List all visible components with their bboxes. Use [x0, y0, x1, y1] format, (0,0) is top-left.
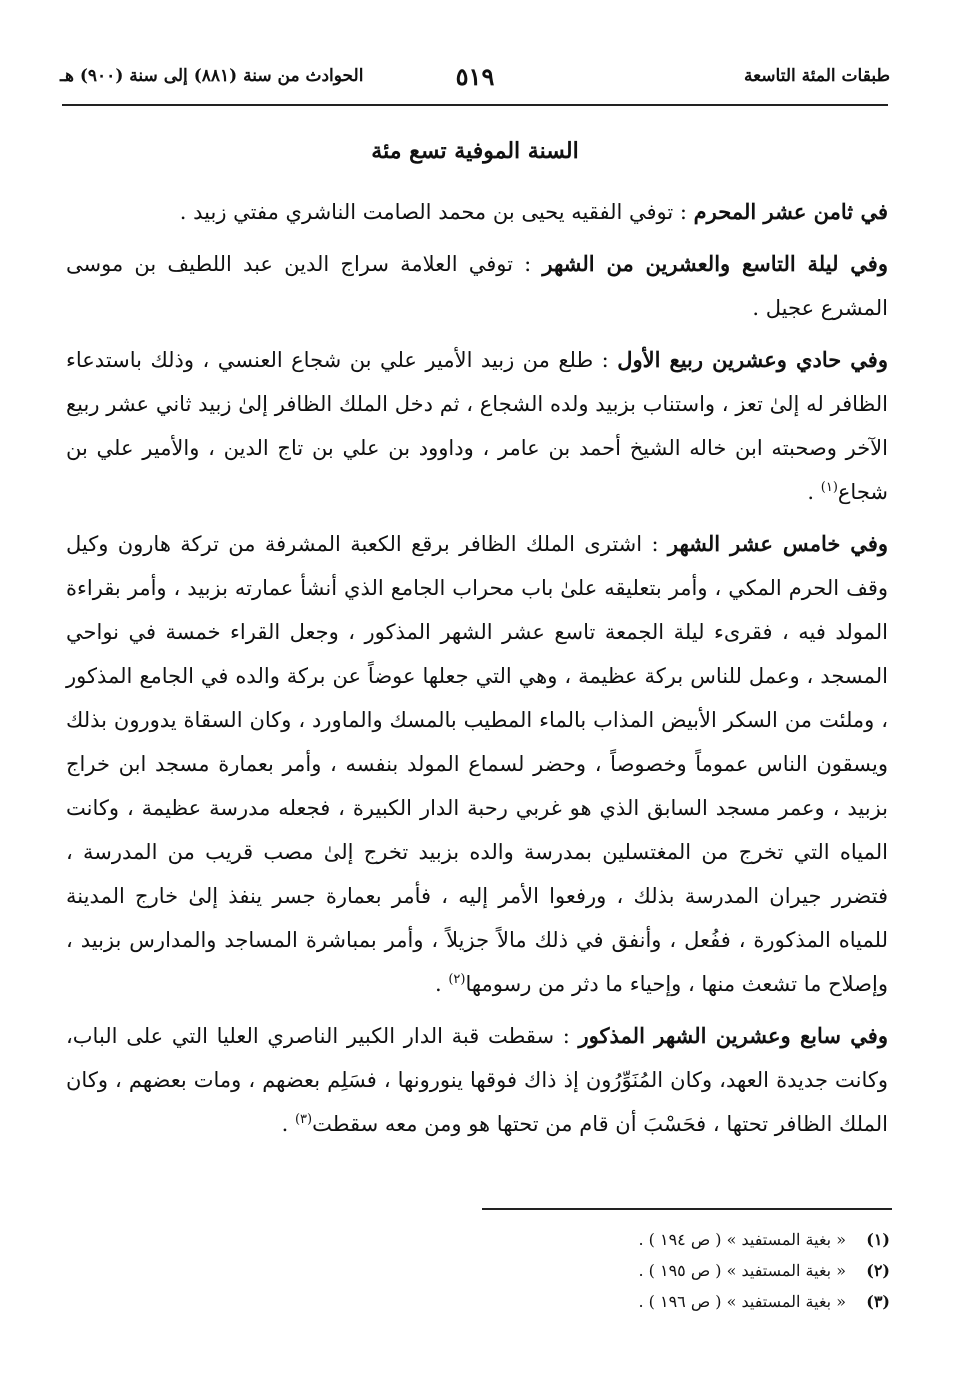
paragraph-date-lead: وفي خامس عشر الشهر	[667, 531, 888, 556]
footnote-item	[290, 1255, 890, 1286]
paragraph	[66, 190, 888, 234]
paragraph	[66, 1014, 888, 1146]
footnotes	[290, 1224, 890, 1317]
main-text	[66, 190, 888, 1154]
footnote-number: (١)	[866, 1230, 890, 1249]
header-divider	[62, 104, 888, 106]
footnote-text: « بغية المستفيد » ( ص ١٩٥ ) .	[638, 1261, 846, 1280]
footnote-divider	[482, 1208, 892, 1210]
paragraph-tail: .	[281, 1112, 295, 1136]
paragraph-text: : اشترى الملك الظافر برقع الكعبة المشرفة من تركة هارون وكيل وقف الحرم المكي ، وأمر بتعليقه علىٰ باب محراب الجامع الذي أنشأ عمارته بزبيد ، وأمر بقراءة المولد فيه ، فقرىء ليلة الجمعة تاسع عشر الشهر المذكور ، وجعل القراء خمسة في نواحي المسجد ، وعمل للناس بركة عظيمة ، وهي التي جعلها عوضاً عن بركة والده في الجامع المذكور ، وملئت من السكر الأبيض المذاب بالماء المطيب بالمسك والماورد ، وكان السقاة يدورون بذلك ويسقون الناس عموماً وخصوصاً ، وحضر لسماع المولد بنفسه ، وأمر بعمارة مسجد ابن خراج بزبيد ، وعمر مسجد السابق الذي هو غربي رحبة الدار الكبيرة ، فجعله مدرسة عظيمة ، وكانت المياه التي تخرج من المغتسلين بمدرسة والده بزبيد تخرج إلىٰ مصب قريب من المدرسة ، فتضرر جيران المدرسة بذلك ، ورفعوا الأمر إليه ، فأمر بعمارة جسر ينفذ إلىٰ خارج المدينة للمياه المذكورة ، ففُعل ، وأنفق في ذلك مالاً جزيلاً ، وأمر بمباشرة المساجد والمدارس بزبيد ، وإصلاح ما تشعث منها ، وإحياء ما دثر من رسومها	[66, 532, 888, 996]
paragraph-text: : توفي العلامة سراج الدين عبد اللطيف بن موسى المشرع عجيل .	[66, 252, 888, 320]
paragraph-date-lead: وفي حادي وعشرين ربيع الأول	[617, 347, 888, 372]
footnote-reference[interactable]: (٢)	[448, 972, 466, 987]
footnote-number: (٣)	[866, 1292, 890, 1311]
footnote-number: (٢)	[866, 1261, 890, 1280]
paragraph	[66, 338, 888, 514]
footnote-text: « بغية المستفيد » ( ص ١٩٤ ) .	[638, 1230, 846, 1249]
header-chapter-title: الحوادث من سنة (٨٨١) إلى سنة (٩٠٠) هـ	[60, 66, 364, 86]
footnote-item	[290, 1224, 890, 1255]
page-number: ٥١٩	[455, 62, 495, 91]
running-header	[60, 62, 890, 102]
paragraph	[66, 242, 888, 330]
paragraph-tail: .	[434, 972, 449, 996]
footnote-text: « بغية المستفيد » ( ص ١٩٦ ) .	[638, 1292, 846, 1311]
paragraph-date-lead: في ثامن عشر المحرم	[693, 199, 888, 224]
paragraph-date-lead: وفي سابع وعشرين الشهر المذكور	[578, 1023, 888, 1048]
paragraph-text: : طلع من زبيد الأمير علي بن شجاع العنسي ، وذلك باستدعاء الظافر له إلىٰ تعز ، واستناب بزبيد ولده الشجاع ، ثم دخل الملك الظافر إلىٰ زبيد ثاني عشر ربيع الآخر وصحبته ابن خاله الشيخ أحمد بن عامر ، وداوود بن علي بن تاج الدين ، والأمير علي بن شجاع	[66, 348, 888, 504]
footnote-item	[290, 1286, 890, 1317]
section-title: السنة الموفية تسع مئة	[371, 138, 579, 164]
footnote-reference[interactable]: (٣)	[294, 1112, 313, 1127]
header-book-title: طبقات المئة التاسعة	[743, 66, 890, 86]
paragraph-text: : توفي الفقيه يحيى بن محمد الصامت الناشري مفتي زبيد .	[179, 200, 694, 224]
paragraph	[66, 522, 888, 1006]
footnote-reference[interactable]: (١)	[820, 480, 838, 495]
paragraph-tail: .	[807, 480, 821, 504]
paragraph-date-lead: وفي ليلة التاسع والعشرين من الشهر	[542, 251, 888, 276]
paragraph-text: : سقطت قبة الدار الكبير الناصري العليا التي على الباب، وكانت جديدة العهد، وكان المُنَوِّرُون إذ ذاك فوقها ينورونها ، فسَلِم بعضهم ، ومات بعضهم ، وكان الملك الظافر تحتها ، فحَسْبَ أن قام من تحتها هو ومن معه سقطت	[66, 1024, 888, 1136]
